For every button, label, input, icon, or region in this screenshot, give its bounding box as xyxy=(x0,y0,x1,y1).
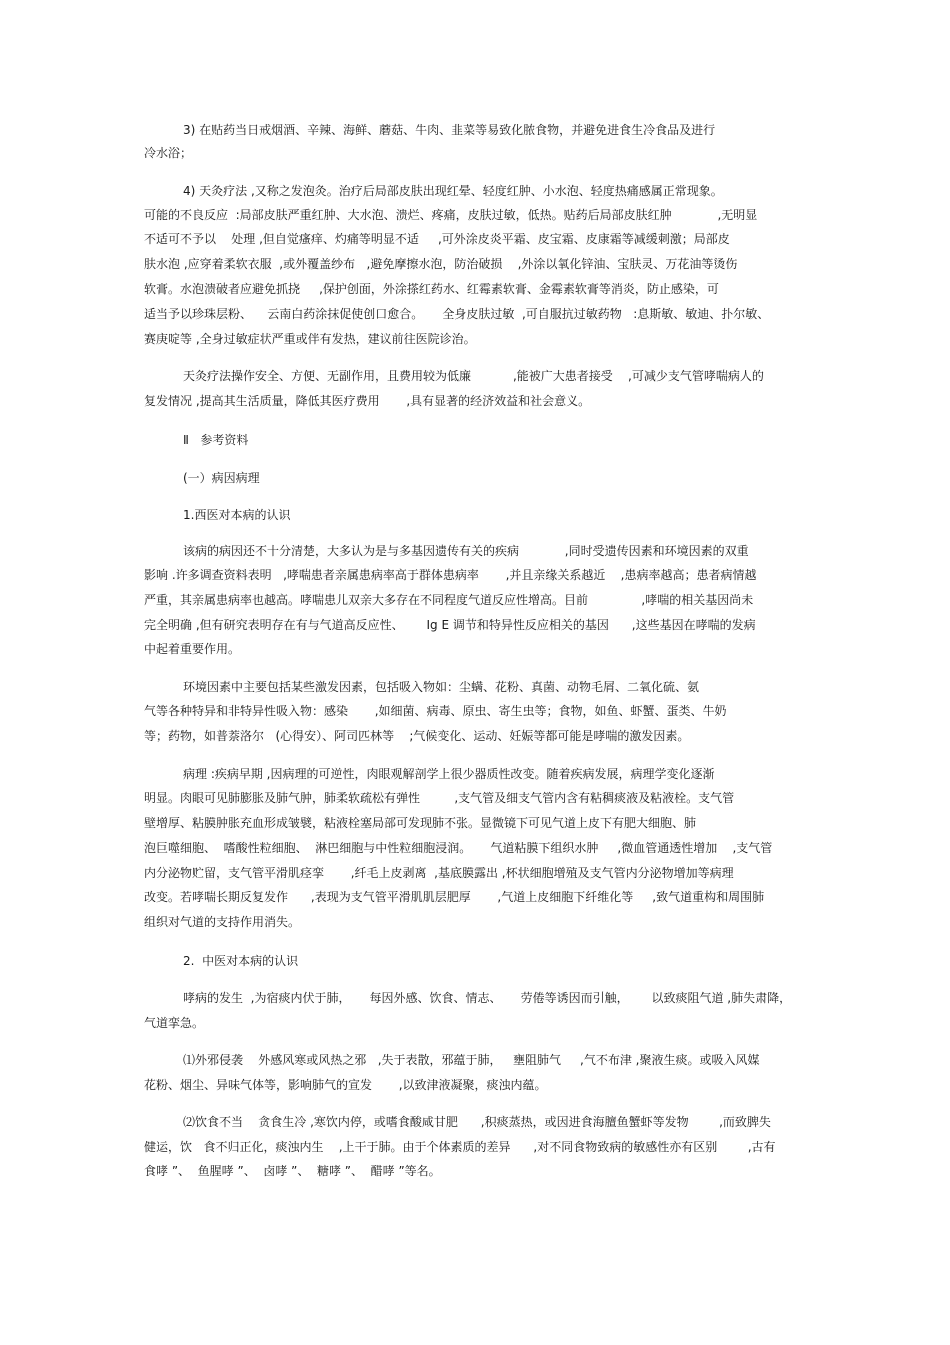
paragraph-line: 壁增厚、粘膜肿胀充血形成皱襞，粘液栓塞局部可发现肺不张。显微镜下可见气道上皮下有肥大细胞、肺 xyxy=(144,816,697,830)
section-heading: Ⅱ 参考资料 xyxy=(183,433,249,447)
paragraph-line: 食哮 ”、 鱼腥哮 ”、 卤哮 ”、 糖哮 ”、 醋哮 ”等名。 xyxy=(144,1164,441,1178)
paragraph-line: 可能的不良反应 :局部皮肤严重红肿、大水泡、溃烂、疼痛，皮肤过敏，低热。贴药后局部皮肤红肿 ,无明显 xyxy=(144,208,758,222)
paragraph-line: 花粉、烟尘、异味气体等，影响肺气的宣发 ,以致津液凝聚，痰浊内蕴。 xyxy=(144,1078,547,1092)
paragraph-line: 天灸疗法操作安全、方便、无副作用，且费用较为低廉 ,能被广大患者接受 ,可减少支气管哮喘病人的 xyxy=(183,369,764,383)
paragraph-line: 严重，其亲属患病率也越高。哮喘患儿双亲大多存在不同程度气道反应性增高。目前 ,哮喘的相关基因尚未 xyxy=(144,593,754,607)
paragraph-line: 环境因素中主要包括某些激发因素，包括吸入物如：尘螨、花粉、真菌、动物毛屑、二氧化硫、氨 xyxy=(183,680,700,694)
paragraph-line: 气等各种特异和非特异性吸入物：感染 ,如细菌、病毒、原虫、寄生虫等；食物，如鱼、虾蟹、蛋类、牛奶 xyxy=(144,704,727,718)
paragraph-line: 适当予以珍珠层粉、 云南白药涂抹促使创口愈合。 全身皮肤过敏 ,可自服抗过敏药物 :息斯敏、敏迪、扑尔敏、 xyxy=(144,307,770,321)
paragraph-line: 赛庚啶等 ,全身过敏症状严重或伴有发热，建议前往医院诊治。 xyxy=(144,332,476,346)
subsection-heading: (一）病因病理 xyxy=(183,471,260,485)
subsection-heading: 1.西医对本病的认识 xyxy=(183,508,291,522)
paragraph-line: 组织对气道的支持作用消失。 xyxy=(144,915,301,929)
paragraph-line: 改变。若哮喘长期反复发作 ,表现为支气管平滑肌肌层肥厚 ,气道上皮细胞下纤维化等 ,致气道重构和周围肺 xyxy=(144,890,765,904)
paragraph-line: 不适可不予以 处理 ,但自觉瘙痒、灼痛等明显不适 ,可外涂皮炎平霜、皮宝霜、皮康霜等减缓刺激；局部皮 xyxy=(144,232,730,246)
paragraph-line: 软膏。水泡溃破者应避免抓挠 ,保护创面，外涂搽红药水、红霉素软膏、金霉素软膏等消炎，防止感染，可 xyxy=(144,282,719,296)
paragraph-line: 肤水泡 ,应穿着柔软衣服 ,或外覆盖纱布 ,避免摩擦水泡，防治破损 ,外涂以氧化锌油、宝肤灵、万花油等烫伤 xyxy=(144,257,738,271)
paragraph-line: 哮病的发生 ,为宿痰内伏于肺， 每因外感、饮食、情志、 劳倦等诱因而引触， 以致痰阻气道 ,肺失肃降， xyxy=(183,991,792,1005)
paragraph-line: 健运，饮 食不归正化，痰浊内生 ,上干于肺。由于个体素质的差异 ,对不同食物致病的敏感性亦有区别 ,古有 xyxy=(144,1140,776,1154)
paragraph-line: 4) 天灸疗法 ,又称之发泡灸。治疗后局部皮肤出现红晕、轻度红肿、小水泡、轻度热痛感属正常现象。 xyxy=(183,184,723,198)
paragraph-line: 等；药物，如普萘洛尔 (心得安）、阿司匹林等 ;气候变化、运动、妊娠等都可能是哮喘的激发因素。 xyxy=(144,729,690,743)
paragraph-line: 影响 .许多调查资料表明 ,哮喘患者亲属患病率高于群体患病率 ,并且亲缘关系越近 ,患病率越高；患者病情越 xyxy=(144,568,757,582)
paragraph-line: 复发情况 ,提高其生活质量，降低其医疗费用 ,具有显著的经济效益和社会意义。 xyxy=(144,394,591,408)
paragraph-line: 该病的病因还不十分清楚，大多认为是与多基因遗传有关的疾病 ,同时受遗传因素和环境因素的双重 xyxy=(183,544,749,558)
paragraph-line: 完全明确 ,但有研究表明存在有与气道高反应性、 Ig E 调节和特异性反应相关的基因 ,这些基因在哮喘的发病 xyxy=(144,618,756,632)
paragraph-line: 中起着重要作用。 xyxy=(144,642,241,656)
paragraph-line: 内分泌物贮留，支气管平滑肌痉挛 ,纤毛上皮剥离 ,基底膜露出 ,杯状细胞增殖及支气管内分泌物增加等病理 xyxy=(144,866,734,880)
subsection-heading: 2. 中医对本病的认识 xyxy=(183,954,299,968)
paragraph-line: ⑵饮食不当 贪食生冷 ,寒饮内停，或嗜食酸咸甘肥 ,积痰蒸热，或因进食海膻鱼蟹虾等发物 ,而致脾失 xyxy=(183,1115,771,1129)
paragraph-line: 明显。肉眼可见肺膨胀及肺气肿，肺柔软疏松有弹性 ,支气管及细支气管内含有粘稠痰液及粘液栓。支气管 xyxy=(144,791,735,805)
paragraph-line: 3) 在贴药当日戒烟酒、辛辣、海鲜、蘑菇、牛肉、韭菜等易致化脓食物，并避免进食生冷食品及进行 xyxy=(183,123,716,137)
paragraph-line: 病理 :疾病早期 ,因病理的可逆性，肉眼观解剖学上很少器质性改变。随着疾病发展，病理学变化逐渐 xyxy=(183,767,715,781)
paragraph-line: ⑴外邪侵袭 外感风寒或风热之邪 ,失于表散，邪蕴于肺， 壅阻肺气 ,气不布津 ,聚液生痰。或吸入风媒 xyxy=(183,1053,760,1067)
paragraph-line: 泡巨噬细胞、 嗜酸性粒细胞、 淋巴细胞与中性粒细胞浸润。 气道粘膜下组织水肿 ,微血管通透性增加 ,支气管 xyxy=(144,841,773,855)
paragraph-line: 冷水浴； xyxy=(144,146,193,160)
paragraph-line: 气道挛急。 xyxy=(144,1016,205,1030)
